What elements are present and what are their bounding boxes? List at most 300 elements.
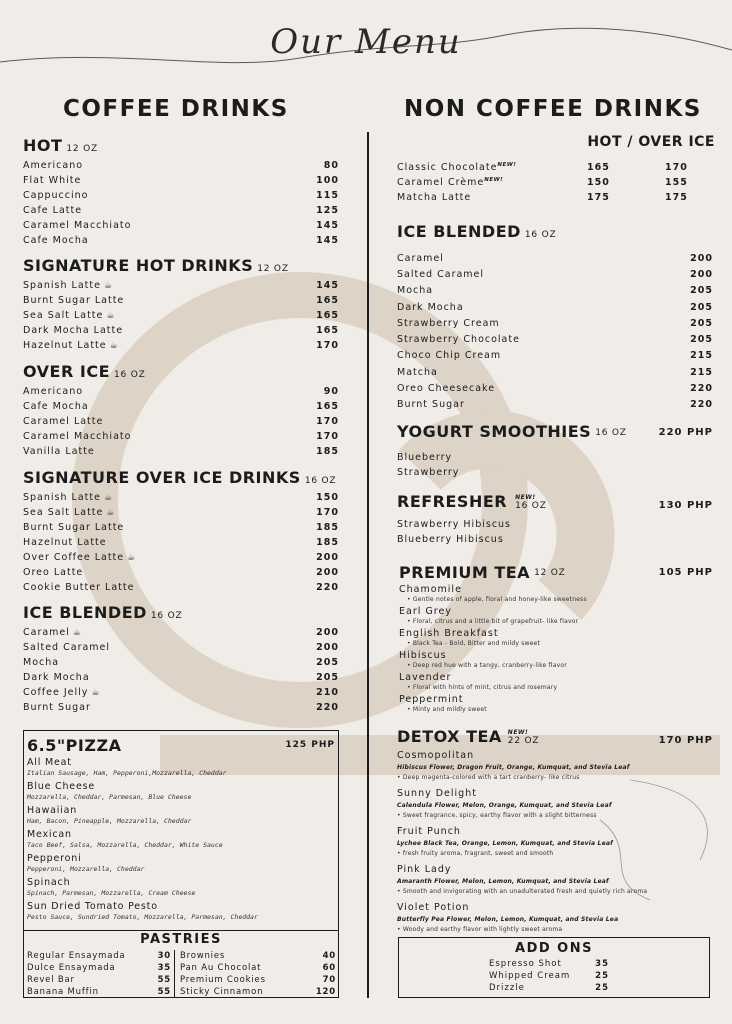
pastry-price: 70 (322, 975, 336, 985)
pizza-name: All Meat (27, 757, 72, 768)
menu-item-row (23, 158, 339, 173)
addon-name: Drizzle (489, 983, 525, 993)
item-name-text: Cappuccino (23, 190, 89, 201)
pizza-ingredients: Spinach, Parmesan, Mozzarella, Cream Cheese (27, 889, 196, 897)
cup-icon: ☕ (103, 493, 114, 503)
tea-description-text: Gentle notes of apple, floral and honey-like sweetness (412, 596, 587, 603)
item-price: 205 (316, 672, 339, 683)
item-price: 90 (323, 386, 339, 397)
addon-row (489, 970, 609, 982)
item-name-text: Flat White (23, 175, 82, 186)
menu-item-row: Strawberry (397, 467, 460, 478)
item-name-text: Dark Mocha Latte (23, 325, 124, 336)
tea-name: Cosmopolitan (397, 750, 475, 761)
pastry-name: Dulce Ensaymada (27, 963, 116, 973)
tea-name: Earl Grey (399, 606, 452, 617)
tea-description (399, 618, 713, 628)
pizza-ingredients: Ham, Bacon, Pineapple, Mozzarella, Cheddar (27, 817, 192, 825)
tea-description (399, 640, 713, 650)
menu-item-row (397, 348, 713, 364)
addon-name: Whipped Cream (489, 971, 571, 981)
item-price: 165 (316, 310, 339, 321)
item-name (397, 318, 690, 329)
size-label: 16 OZ (595, 428, 627, 438)
item-price: 200 (690, 252, 713, 264)
menu-item-row (23, 505, 339, 520)
addons-title: ADD ONS (515, 941, 593, 956)
pastries-right (176, 950, 336, 997)
pastry-price: 120 (315, 987, 336, 997)
menu-item-row (397, 250, 713, 266)
item-name (397, 285, 690, 296)
tea-description-text: Floral with hints of mint, citrus and rosemary (412, 684, 558, 691)
hot-price: 175 (587, 192, 610, 203)
item-name (23, 537, 316, 548)
coffee-drinks-title: COFFEE DRINKS (63, 96, 289, 122)
detox-item (397, 750, 713, 784)
tea-name: Violet Potion (397, 902, 470, 913)
tea-description-text: Woody and earthy flavor with lightly sweet aroma (402, 926, 563, 933)
size-label: 22 OZ (507, 736, 540, 746)
tea-description-text: fresh fruity aroma, fragrant, sweet and smooth (402, 850, 554, 857)
addon-price: 25 (595, 983, 609, 993)
tea-ingredients: Butterfly Pea Flower, Melon, Lemon, Kumquat, and Stevia Lea (397, 916, 619, 923)
item-name-text: Burnt Sugar Latte (23, 295, 125, 306)
menu-item-row (23, 188, 339, 203)
item-name (23, 175, 316, 186)
pastry-name: Brownies (180, 951, 226, 961)
bullet-icon: • (407, 684, 413, 691)
item-price: 145 (316, 220, 339, 231)
item-price: 185 (316, 522, 339, 533)
item-name-text: Caramel Latte (23, 416, 104, 427)
ice-price: 170 (665, 162, 688, 173)
item-name (397, 399, 690, 410)
item-name (397, 253, 690, 264)
item-name (23, 507, 316, 518)
signature-hot-section (23, 256, 339, 353)
item-name (397, 192, 587, 203)
item-name-text: Strawberry Cream (397, 317, 500, 329)
addon-name: Espresso Shot (489, 959, 562, 969)
pizza-item (27, 853, 335, 877)
hot-over-ice-section (397, 134, 715, 205)
item-name-text: Strawberry Chocolate (397, 334, 520, 346)
item-name (23, 220, 316, 231)
bullet-icon: • (397, 888, 403, 895)
new-badge: NEW! (507, 729, 529, 736)
item-price: 200 (316, 627, 339, 638)
item-name-text: Over Coffee Latte (23, 552, 125, 563)
item-price: 200 (690, 268, 713, 280)
item-name-text: Cookie Butter Latte (23, 582, 135, 593)
section-title: REFRESHER (397, 492, 508, 511)
pastry-row (27, 950, 171, 962)
pastry-name: Revel Bar (27, 975, 75, 985)
pastry-name: Pan Au Chocolat (180, 963, 262, 973)
item-price: 185 (316, 446, 339, 457)
menu-item-row (23, 384, 339, 399)
pastry-row (180, 974, 336, 986)
item-price: 165 (316, 325, 339, 336)
new-badge: NEW! (497, 161, 517, 168)
menu-item-row (23, 173, 339, 188)
size-label: 16 OZ (304, 476, 337, 486)
item-price: 165 (316, 295, 339, 306)
menu-item-row (397, 380, 713, 396)
tea-description (397, 850, 713, 860)
menu-item-row (23, 429, 339, 444)
pizza-section (24, 731, 338, 926)
bullet-icon: • (397, 812, 403, 819)
item-price: 200 (316, 642, 339, 653)
hot-price: 165 (587, 162, 610, 173)
page-title: Our Menu (270, 22, 462, 62)
pastry-price: 30 (157, 951, 171, 961)
tea-name: Hibiscus (399, 650, 447, 661)
menu-item-row (23, 444, 339, 459)
size-label: 16 OZ (114, 370, 146, 380)
addons-box (398, 937, 710, 998)
tea-description (399, 706, 713, 716)
pastry-row (180, 950, 336, 962)
section-title: SIGNATURE OVER ICE DRINKS (23, 468, 301, 487)
item-price: 200 (316, 567, 339, 578)
item-name (23, 235, 316, 246)
tea-item (399, 650, 713, 672)
item-price: 170 (316, 431, 339, 442)
menu-item-row (23, 685, 339, 700)
tea-name: Sunny Delight (397, 788, 477, 799)
cup-icon: ☕ (72, 628, 82, 638)
detox-tea-section (397, 722, 713, 940)
item-name-text: Oreo Latte (23, 567, 84, 578)
detox-item (397, 864, 713, 898)
pizza-title: 6.5"PIZZA (27, 735, 122, 755)
tea-ingredients: Lychee Black Tea, Orange, Lemon, Kumquat, and Stevia Leaf (397, 840, 613, 847)
pizza-name: Mexican (27, 829, 72, 840)
pizza-name: Blue Cheese (27, 781, 95, 792)
tea-item (399, 694, 713, 716)
item-name (23, 160, 324, 171)
item-name (397, 350, 690, 361)
item-name (23, 340, 316, 351)
item-name-text: Matcha Latte (397, 192, 472, 203)
tea-description-text: Floral, citrus and a little bit of grapefruit- like flavor (412, 618, 579, 625)
item-name (23, 522, 316, 533)
pizza-ingredients: Mozzarella, Cheddar, Parmesan, Blue Cheese (27, 793, 192, 801)
tea-description-text: Smooth and invigorating with an unadulterated fresh and quietly rich aroma (402, 888, 648, 895)
item-name (23, 431, 316, 442)
cup-icon: ☕ (106, 508, 116, 518)
tea-description-text: Deep red hue with a tangy, cranberry-like flavor (412, 662, 567, 669)
size-label: 12 OZ (257, 264, 289, 274)
item-name (23, 552, 316, 563)
item-price: 125 (316, 205, 339, 216)
item-name-text: Americano (23, 386, 84, 397)
pizza-name: Pepperoni (27, 853, 82, 864)
coffee-ice-blended-section (23, 603, 339, 715)
item-price: 205 (690, 334, 713, 346)
menu-item-row (23, 520, 339, 535)
menu-item-row (397, 299, 713, 315)
item-name (23, 627, 316, 638)
detox-item (397, 902, 713, 936)
section-title: PREMIUM TEA (399, 562, 531, 582)
bullet-icon: • (397, 850, 403, 857)
pastries-divider (174, 950, 175, 997)
hot-section (23, 136, 339, 248)
menu-item-row (23, 293, 339, 308)
item-name (397, 383, 690, 394)
item-name (23, 446, 316, 457)
item-price: 185 (316, 537, 339, 548)
menu-item-row (23, 550, 339, 565)
item-price: 170 (316, 340, 339, 351)
item-name (397, 302, 690, 313)
addon-row (489, 982, 609, 994)
pizza-name: Hawaiian (27, 805, 78, 816)
item-name (23, 386, 324, 397)
item-name-text: Mocha (397, 285, 434, 297)
bullet-icon: • (407, 640, 413, 647)
tea-name: Chamomile (399, 584, 462, 595)
signature-over-ice-section (23, 468, 351, 595)
item-name-text: Caramel (23, 627, 70, 638)
menu-item-row (397, 190, 715, 205)
menu-item-row (23, 625, 339, 640)
item-name (23, 492, 316, 503)
refresher-section (397, 487, 713, 547)
pizza-ingredients: Taco Beef, Salsa, Mozzarella, Cheddar, White Sauce (27, 841, 223, 849)
menu-item-row (397, 175, 715, 190)
pizza-name: Sun Dried Tomato Pesto (27, 901, 158, 912)
item-name-text: Hazelnut Latte (23, 537, 107, 548)
pastry-row (180, 962, 336, 974)
item-price: 145 (316, 235, 339, 246)
menu-item-row (23, 414, 339, 429)
detox-item (397, 826, 713, 860)
item-name (23, 401, 316, 412)
section-title: OVER ICE (23, 362, 110, 381)
section-title: HOT (23, 136, 63, 155)
menu-item-row (23, 278, 339, 293)
tea-name: English Breakfast (399, 628, 499, 639)
item-name-text: Caramel Macchiato (23, 220, 132, 231)
item-name (23, 416, 316, 427)
menu-item-row (23, 670, 339, 685)
item-name (397, 367, 690, 378)
cup-icon: ☕ (109, 341, 119, 351)
item-name-text: Oreo Cheesecake (397, 383, 496, 395)
item-name-text: Caramel Macchiato (23, 431, 132, 442)
detox-item (397, 788, 713, 822)
menu-item-row (23, 640, 339, 655)
pastry-price: 35 (157, 963, 171, 973)
tea-description (399, 596, 713, 606)
tea-item (399, 628, 713, 650)
pizza-pastries-box (23, 730, 339, 998)
tea-ingredients: Hibiscus Flower, Dragon Fruit, Orange, Kumquat, and Stevia Leaf (397, 764, 630, 771)
item-name-text: Burnt Sugar (23, 702, 91, 713)
bullet-icon: • (397, 774, 403, 781)
tea-name: Lavender (399, 672, 452, 683)
pastry-price: 40 (322, 951, 336, 961)
pastry-name: Banana Muffin (27, 987, 99, 997)
menu-item-row (23, 580, 339, 595)
menu-item-row (23, 490, 339, 505)
menu-item-row (397, 160, 715, 175)
ice-price: 155 (665, 177, 688, 188)
item-price: 170 (316, 416, 339, 427)
tea-name: Peppermint (399, 694, 464, 705)
item-name-text: Caramel (397, 252, 444, 264)
yogurt-price: 220 PHP (658, 427, 713, 438)
item-price: 220 (690, 383, 713, 395)
tea-description (397, 926, 713, 936)
tea-name: Pink Lady (397, 864, 452, 875)
addon-price: 35 (595, 959, 609, 969)
item-price: 150 (316, 492, 339, 503)
pastry-price: 55 (157, 975, 171, 985)
bullet-icon: • (407, 662, 413, 669)
section-title: ICE BLENDED (23, 603, 147, 622)
yogurt-smoothies-section (397, 422, 713, 480)
item-name-text: Vanilla Latte (23, 446, 95, 457)
section-title: HOT / OVER ICE (587, 134, 715, 150)
pizza-name: Spinach (27, 877, 71, 888)
menu-item-row (397, 364, 713, 380)
menu-item-row (397, 397, 713, 413)
menu-item-row (23, 535, 339, 550)
pizza-ingredients: Pepperoni, Mozzarella, Cheddar (27, 865, 145, 873)
pizza-ingredients: Pesto Sauce, Sundried Tomato, Mozzarella, Parmesan, Cheddar (27, 913, 258, 921)
pizza-item (27, 757, 335, 781)
item-price: 145 (316, 280, 339, 291)
tea-description (397, 774, 713, 784)
menu-item-row (397, 266, 713, 282)
item-name-text: Spanish Latte (23, 492, 101, 503)
pastries-left (24, 950, 174, 997)
item-price: 215 (690, 366, 713, 378)
item-name-text: Cafe Mocha (23, 401, 89, 412)
menu-item-row (397, 283, 713, 299)
item-price: 220 (316, 702, 339, 713)
tea-description-text: Minty and mildly sweet (412, 706, 487, 713)
tea-description-text: Black Tea - Bold, Bitter and mildy sweet (412, 640, 541, 647)
item-name (23, 310, 316, 321)
tea-name: Fruit Punch (397, 826, 461, 837)
item-price: 220 (316, 582, 339, 593)
pastry-price: 60 (322, 963, 336, 973)
item-price: 100 (316, 175, 339, 186)
tea-item (399, 584, 713, 606)
item-name-text: Coffee Jelly (23, 687, 89, 698)
menu-item-row (397, 331, 713, 347)
menu-item-row: Blueberry (397, 452, 453, 463)
item-price: 200 (316, 552, 339, 563)
menu-item-row (23, 700, 339, 715)
item-name (23, 687, 316, 698)
item-name (23, 205, 316, 216)
bullet-icon: • (407, 618, 413, 625)
item-name-text: Caramel Crème (397, 177, 485, 189)
item-price: 210 (316, 687, 339, 698)
section-title: ICE BLENDED (397, 222, 521, 241)
menu-item-row (23, 308, 339, 323)
item-name-text: Dark Mocha (397, 301, 464, 313)
item-name (397, 334, 690, 345)
item-name-text: Salted Caramel (23, 642, 111, 653)
tea-ingredients: Calendula Flower, Melon, Orange, Kumquat, and Stevia Leaf (397, 802, 612, 809)
item-name (23, 567, 316, 578)
section-title: SIGNATURE HOT DRINKS (23, 256, 254, 275)
item-name-text: Salted Caramel (397, 268, 485, 280)
menu-item-row (23, 203, 339, 218)
section-title: DETOX TEA (397, 727, 502, 746)
item-name-text: Hazelnut Latte (23, 340, 107, 351)
item-price: 165 (316, 401, 339, 412)
item-name (397, 162, 587, 173)
pizza-ingredients: Italian Sausage, Ham, Pepperoni,Mozzarella, Cheddar (27, 769, 227, 777)
hot-price: 150 (587, 177, 610, 188)
item-name-text: Choco Chip Cream (397, 350, 502, 362)
item-price: 115 (316, 190, 339, 201)
pastry-name: Sticky Cinnamon (180, 987, 264, 997)
bullet-icon: • (397, 926, 403, 933)
bullet-icon: • (407, 706, 413, 713)
premium-tea-price: 105 PHP (658, 566, 713, 578)
tea-description (399, 684, 713, 694)
item-price: 205 (316, 657, 339, 668)
size-label: 12 OZ (534, 568, 566, 578)
cup-icon: ☕ (127, 553, 137, 563)
item-name (23, 325, 316, 336)
noncoffee-ice-blended-section (397, 222, 713, 413)
item-name (23, 702, 316, 713)
item-name (397, 269, 690, 280)
item-name-text: Sea Salt Latte (23, 507, 104, 518)
item-name-text: Cafe Mocha (23, 235, 89, 246)
bullet-icon: • (407, 596, 413, 603)
item-name-text: Dark Mocha (23, 672, 90, 683)
pastry-row (27, 974, 171, 986)
item-price: 215 (690, 350, 713, 362)
size-label: 16 OZ (150, 611, 183, 621)
item-name-text: Mocha (23, 657, 60, 668)
menu-item-row (23, 655, 339, 670)
addon-row (489, 958, 609, 970)
pizza-price: 125 PHP (285, 740, 335, 750)
menu-item-row (23, 338, 339, 353)
pizza-item (27, 805, 335, 829)
premium-tea-section (399, 560, 713, 716)
item-price: 170 (316, 507, 339, 518)
item-name (23, 657, 316, 668)
menu-item-row: Blueberry Hibiscus (397, 534, 504, 545)
tea-item (399, 672, 713, 694)
item-name-text: Classic Chocolate (397, 162, 498, 174)
detox-tea-price: 170 PHP (658, 735, 713, 746)
item-price: 205 (690, 285, 713, 297)
menu-item-row (23, 323, 339, 338)
item-name-text: Burnt Sugar Latte (23, 522, 125, 533)
pastry-row (27, 962, 171, 974)
item-name-text: Spanish Latte (23, 280, 101, 291)
item-name-text: Sea Salt Latte (23, 310, 104, 321)
item-name (23, 280, 316, 291)
addon-price: 25 (595, 971, 609, 981)
